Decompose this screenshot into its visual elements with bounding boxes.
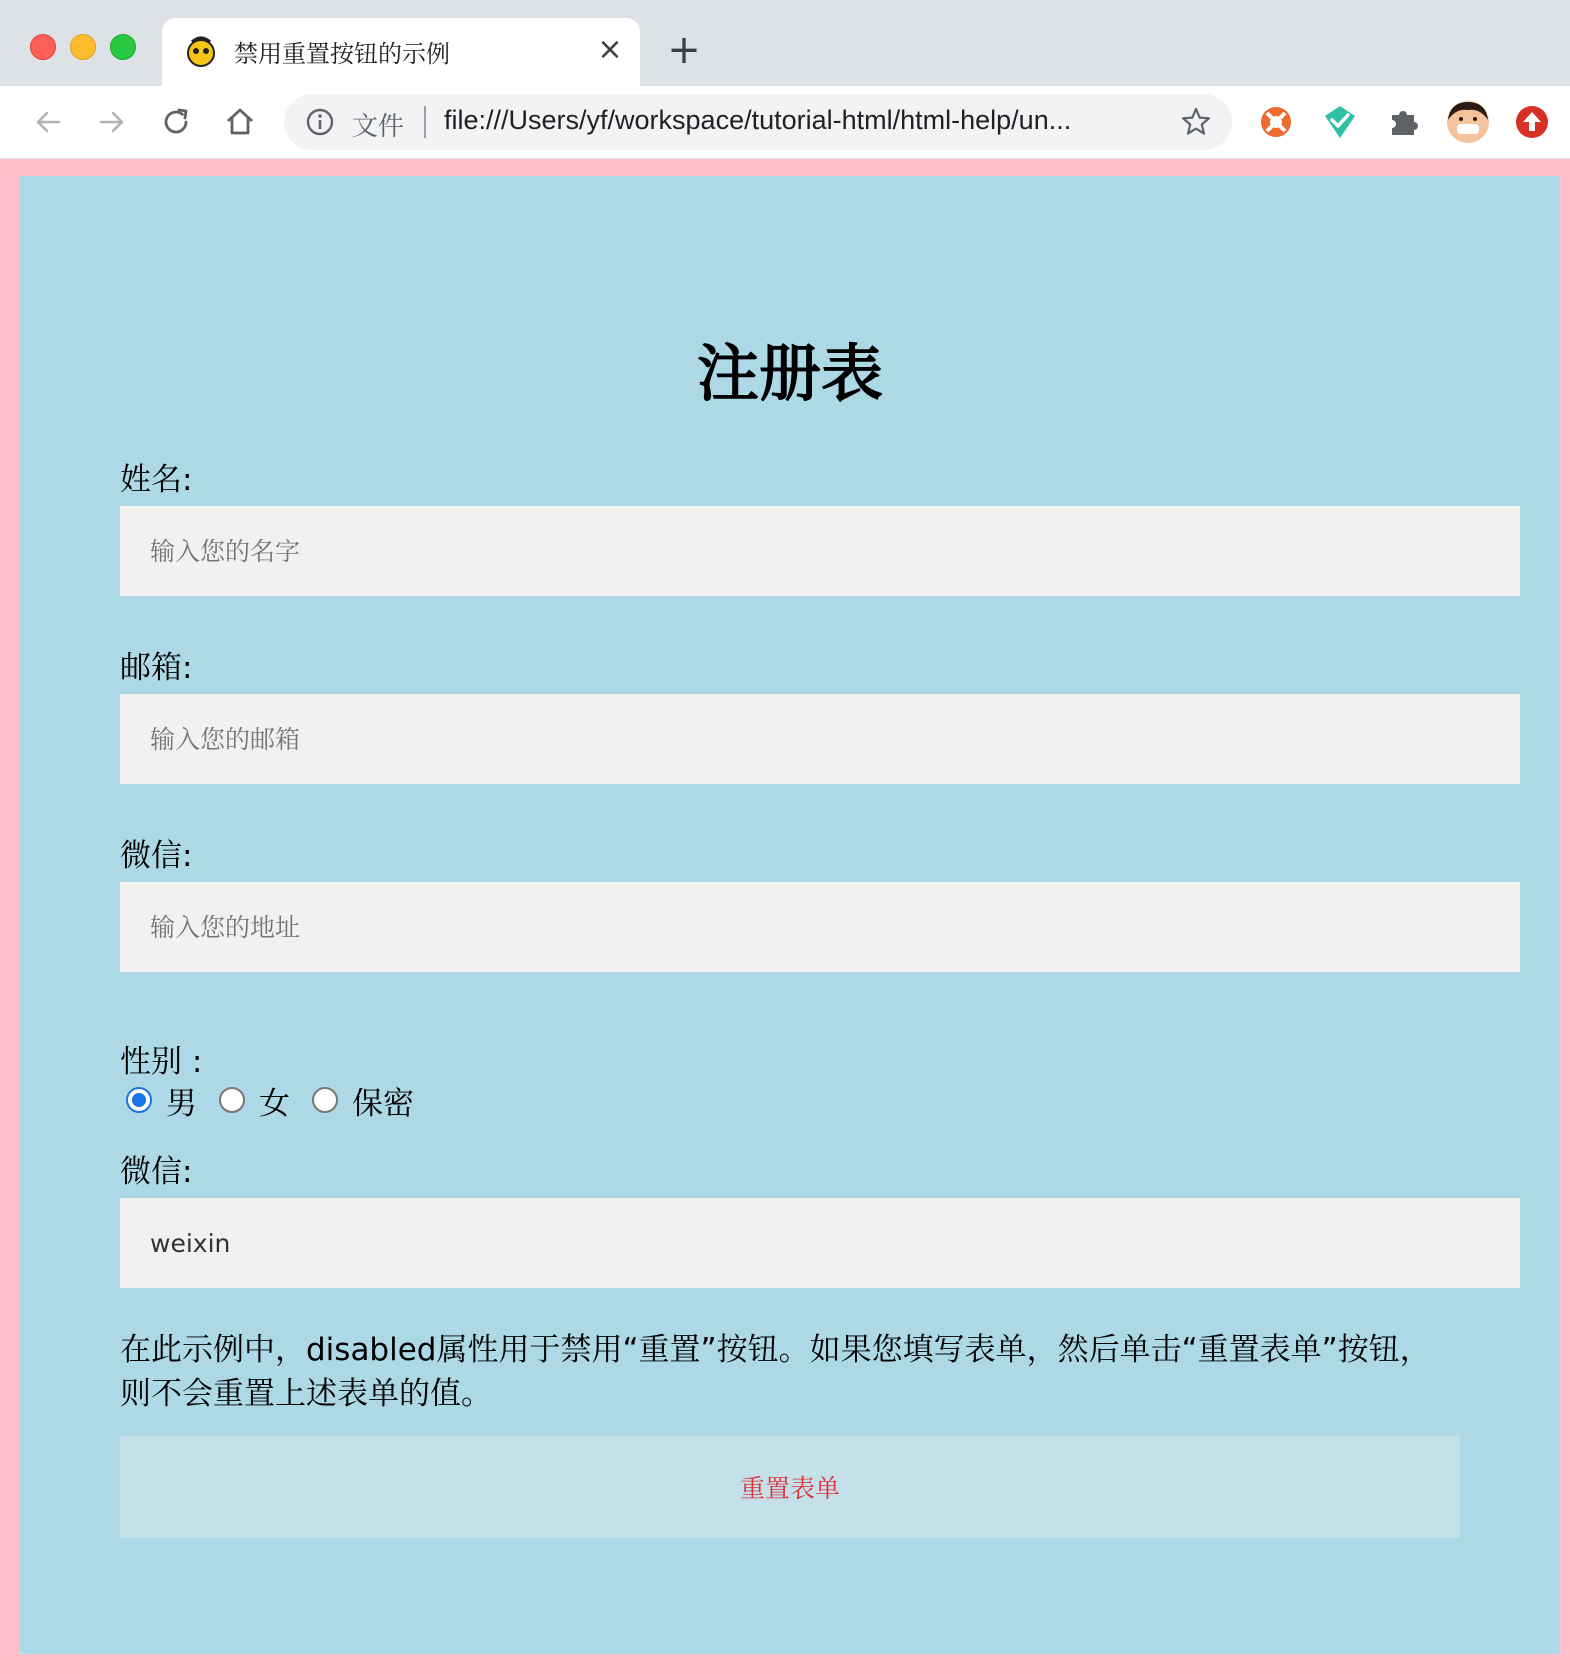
extension-check-button[interactable] xyxy=(1318,100,1362,144)
gender-radio-group xyxy=(126,1080,436,1120)
tab-close-icon[interactable]: × xyxy=(597,32,623,67)
email-label: 邮箱: xyxy=(120,650,193,686)
gender-radio-male[interactable] xyxy=(126,1087,152,1113)
tab-title: 禁用重置按钮的示例 xyxy=(234,40,450,68)
wechat2-input[interactable] xyxy=(120,1198,1520,1288)
reset-form-button[interactable]: 重置表单 xyxy=(120,1436,1460,1538)
back-button[interactable] xyxy=(26,100,70,144)
page-title: 注册表 xyxy=(696,337,883,410)
browser-toolbar xyxy=(0,86,1570,159)
bookmark-star-icon[interactable] xyxy=(1180,106,1212,138)
omnibox-divider xyxy=(424,106,426,138)
puzzle-icon xyxy=(1387,105,1421,139)
tab-bar xyxy=(0,0,1570,86)
arrow-right-icon xyxy=(97,107,127,137)
home-button[interactable] xyxy=(218,100,262,144)
window-minimize-button[interactable] xyxy=(70,34,96,60)
favicon-icon xyxy=(184,34,218,68)
wechat-label: 微信: xyxy=(120,838,193,874)
gender-label: 性别 : xyxy=(120,1044,203,1080)
page-content xyxy=(20,176,1560,1654)
reload-button[interactable] xyxy=(154,100,198,144)
gender-radio-secret[interactable] xyxy=(312,1087,338,1113)
arrow-left-icon xyxy=(33,107,63,137)
email-input[interactable] xyxy=(120,694,1520,784)
profile-avatar[interactable] xyxy=(1446,100,1490,144)
info-icon[interactable] xyxy=(304,106,336,138)
url-text[interactable]: file:///Users/yf/workspace/tutorial-html/html-help/un... xyxy=(444,105,1072,135)
gender-option-female: 女 xyxy=(259,1085,290,1122)
scheme-label: 文件 xyxy=(352,112,405,142)
new-tab-button[interactable]: + xyxy=(667,27,701,73)
address-bar[interactable] xyxy=(284,94,1232,150)
tab-active[interactable] xyxy=(162,18,640,86)
name-input[interactable] xyxy=(120,506,1520,596)
description-text: 在此示例中，disabled属性用于禁用“重置”按钮。如果您填写表单，然后单击“重置表单”按钮，则不会重置上述表单的值。 xyxy=(120,1332,1431,1412)
home-icon xyxy=(224,106,256,138)
browser-chrome xyxy=(0,0,1570,158)
extension-lifebuoy-button[interactable] xyxy=(1254,100,1298,144)
reload-icon xyxy=(160,106,192,138)
extensions-button[interactable] xyxy=(1382,100,1426,144)
upload-arrow-icon xyxy=(1514,104,1550,140)
window-close-button[interactable] xyxy=(30,34,56,60)
name-label: 姓名: xyxy=(120,462,193,498)
forward-button[interactable] xyxy=(90,100,134,144)
gender-option-male: 男 xyxy=(166,1085,197,1122)
avatar-icon xyxy=(1446,100,1490,144)
window-zoom-button[interactable] xyxy=(110,34,136,60)
wechat2-label: 微信: xyxy=(120,1154,193,1190)
check-shield-icon xyxy=(1321,103,1359,141)
lifebuoy-icon xyxy=(1258,104,1294,140)
extension-upload-button[interactable] xyxy=(1510,100,1554,144)
gender-option-secret: 保密 xyxy=(352,1085,414,1122)
wechat-input[interactable] xyxy=(120,882,1520,972)
gender-radio-female[interactable] xyxy=(219,1087,245,1113)
